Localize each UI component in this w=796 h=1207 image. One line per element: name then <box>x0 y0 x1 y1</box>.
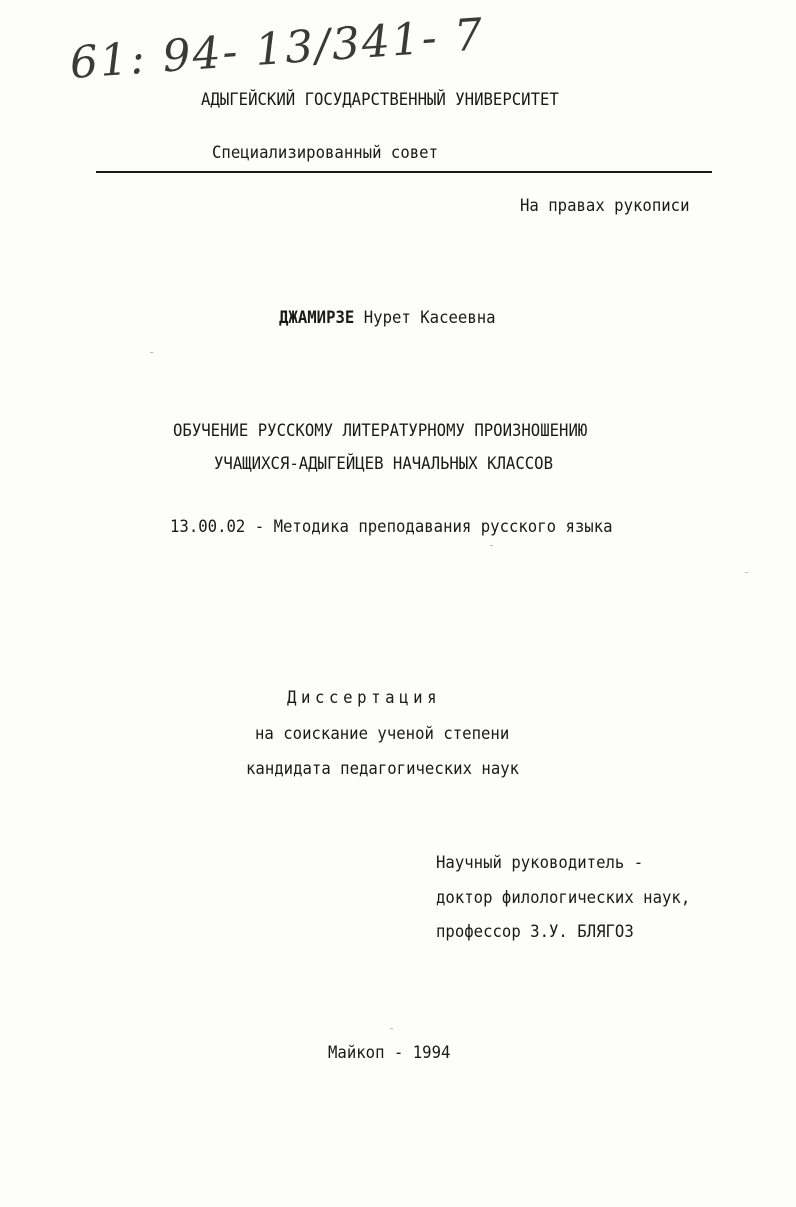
place-and-year: Майкоп - 1994 <box>328 1043 451 1063</box>
supervisor-line-3: профессор З.У. БЛЯГОЗ <box>436 922 634 942</box>
scan-speck <box>745 572 748 573</box>
supervisor-line-1: Научный руководитель - <box>436 853 644 873</box>
work-type-heading: Диссертация <box>287 688 442 708</box>
author-surname: ДЖАМИРЗЕ <box>279 308 355 328</box>
author-given-names: Нурет Касеевна <box>363 308 496 328</box>
degree-line-2: кандидата педагогических наук <box>246 759 520 779</box>
thesis-title-line-2: УЧАЩИХСЯ-АДЫГЕЙЦЕВ НАЧАЛЬНЫХ КЛАССОВ <box>214 454 553 474</box>
scan-speck <box>150 352 153 353</box>
specialty-code: 13.00.02 - Методика преподавания русского языка <box>170 517 613 537</box>
scan-speck <box>390 1028 393 1029</box>
scan-speck <box>490 545 493 546</box>
handwritten-archive-code: 61: 94- 13/341- 7 <box>68 9 487 89</box>
author-name <box>279 308 496 328</box>
council-name: Специализированный совет <box>212 143 438 163</box>
degree-line-1: на соискание ученой степени <box>255 724 510 744</box>
header-divider <box>96 171 712 173</box>
thesis-title-line-1: ОБУЧЕНИЕ РУССКОМУ ЛИТЕРАТУРНОМУ ПРОИЗНОШЕНИЮ <box>173 421 588 441</box>
manuscript-rights-note: На правах рукописи <box>520 196 690 216</box>
supervisor-line-2: доктор филологических наук, <box>436 888 691 908</box>
university-name: АДЫГЕЙСКИЙ ГОСУДАРСТВЕННЫЙ УНИВЕРСИТЕТ <box>201 90 559 110</box>
